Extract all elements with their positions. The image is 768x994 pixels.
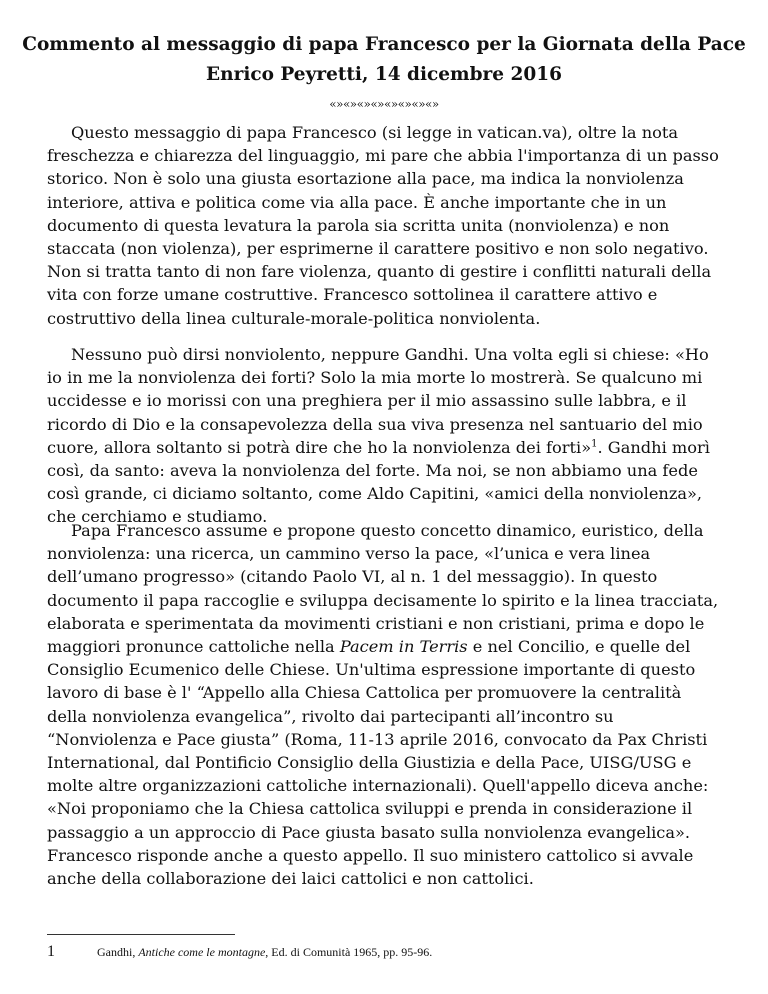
paragraph-3-text-a: Papa Francesco assume e propone questo concetto dinamico, euristico, della nonviolenza: una ricerca, un cammino verso la pace, «l’unica e vera linea dell’umano progresso» (citando Paolo VI, al n. 1 del messaggio). In questo documento il papa raccoglie e sviluppa decisamente lo spirito e la linea tracciata, elaborata e sperimentata da movimenti cristiani e non cristiani, prima e dopo le maggiori pronunce cattoliche nella	[47, 521, 719, 657]
document-title: Commento al messaggio di papa Francesco per la Giornata della Pace	[22, 34, 746, 55]
footnote	[47, 943, 432, 961]
footnote-reference[interactable]: 1	[591, 438, 598, 450]
footnote-divider	[47, 934, 235, 935]
paragraph-2-text-b: . Gandhi morì così, da santo: aveva la nonviolenza del forte. Ma noi, se non abbiamo una fede così grande, ci diciamo soltanto, come Aldo Capitini, «amici della nonviolenza», che cerchiamo e studiamo.	[47, 437, 710, 527]
paragraph-3	[47, 519, 725, 902]
pacem-in-terris-title: Pacem in Terris	[339, 637, 468, 657]
footnote-text-b: , Ed. di Comunità 1965, pp. 95-96.	[265, 945, 433, 959]
footnote-text-a: Gandhi,	[97, 945, 139, 959]
footnote-book-title: Antiche come le montagne	[138, 945, 266, 959]
paragraph-3-text-b: e nel Concilio, e quelle del Consiglio Ecumenico delle Chiese. Un'ultima espressione importante di questo lavoro di base è l' “Appello alla Chiesa Cattolica per promuovere la centralità della nonviolenza evangelica”, rivolto dai partecipanti all’incontro su “Nonviolenza e Pace giusta” (Roma, 11-13 aprile 2016, convocato da Pax Christi International, dal Pontificio Consiglio della Giustizia e della Pace, UISG/USG e molte altre organizzazioni cattoliche internazionali). Quell'appello diceva anche: «Noi proponiamo che la Chiesa cattolica sviluppi e prenda in considerazione il passaggio a un approccio di Pace giusta basato sulla nonviolenza evangelica». Francesco risponde anche a questo appello. Il suo ministero cattolico si avvale anche della collaborazione dei laici cattolici e non cattolici.	[47, 637, 709, 889]
footnote-number: 1	[47, 943, 55, 960]
paragraph-1	[47, 121, 725, 342]
decorative-separator: «»«»«»«»«»«»«»«»	[329, 97, 439, 111]
paragraph-2	[47, 343, 725, 541]
paragraph-2-text-a: Nessuno può dirsi nonviolento, neppure Gandhi. Una volta egli si chiese: «Ho io in me la nonviolenza dei forti? Solo la mia morte lo mostrerà. Se qualcuno mi uccidesse e io morissi con una preghiera per il mio assassino sulle labbra, e il ricordo di Dio e la consapevolezza della sua viva presenza nel santuario del mio cuore, allora soltanto si potrà dire che ho la nonviolenza dei forti»	[47, 345, 709, 457]
author-date-line: Enrico Peyretti, 14 dicembre 2016	[206, 64, 562, 85]
paragraph-1-text: Questo messaggio di papa Francesco (si legge in vatican.va), oltre la nota freschezza e chiarezza del linguaggio, mi pare che abbia l'importanza di un passo storico. Non è solo una giusta esortazione alla pace, ma indica la nonviolenza interiore, attiva e politica come via alla pace. È anche importante che in un documento di questa levatura la parola sia scritta unita (nonviolenza) e non staccata (non violenza), per esprimerne il carattere positivo e non solo negativo. Non si tratta tanto di non fare violenza, quanto di gestire i conflitti naturali della vita con forze umane costruttive. Francesco sottolinea il carattere attivo e costruttivo della linea culturale-morale-politica nonviolenta.	[47, 123, 719, 328]
